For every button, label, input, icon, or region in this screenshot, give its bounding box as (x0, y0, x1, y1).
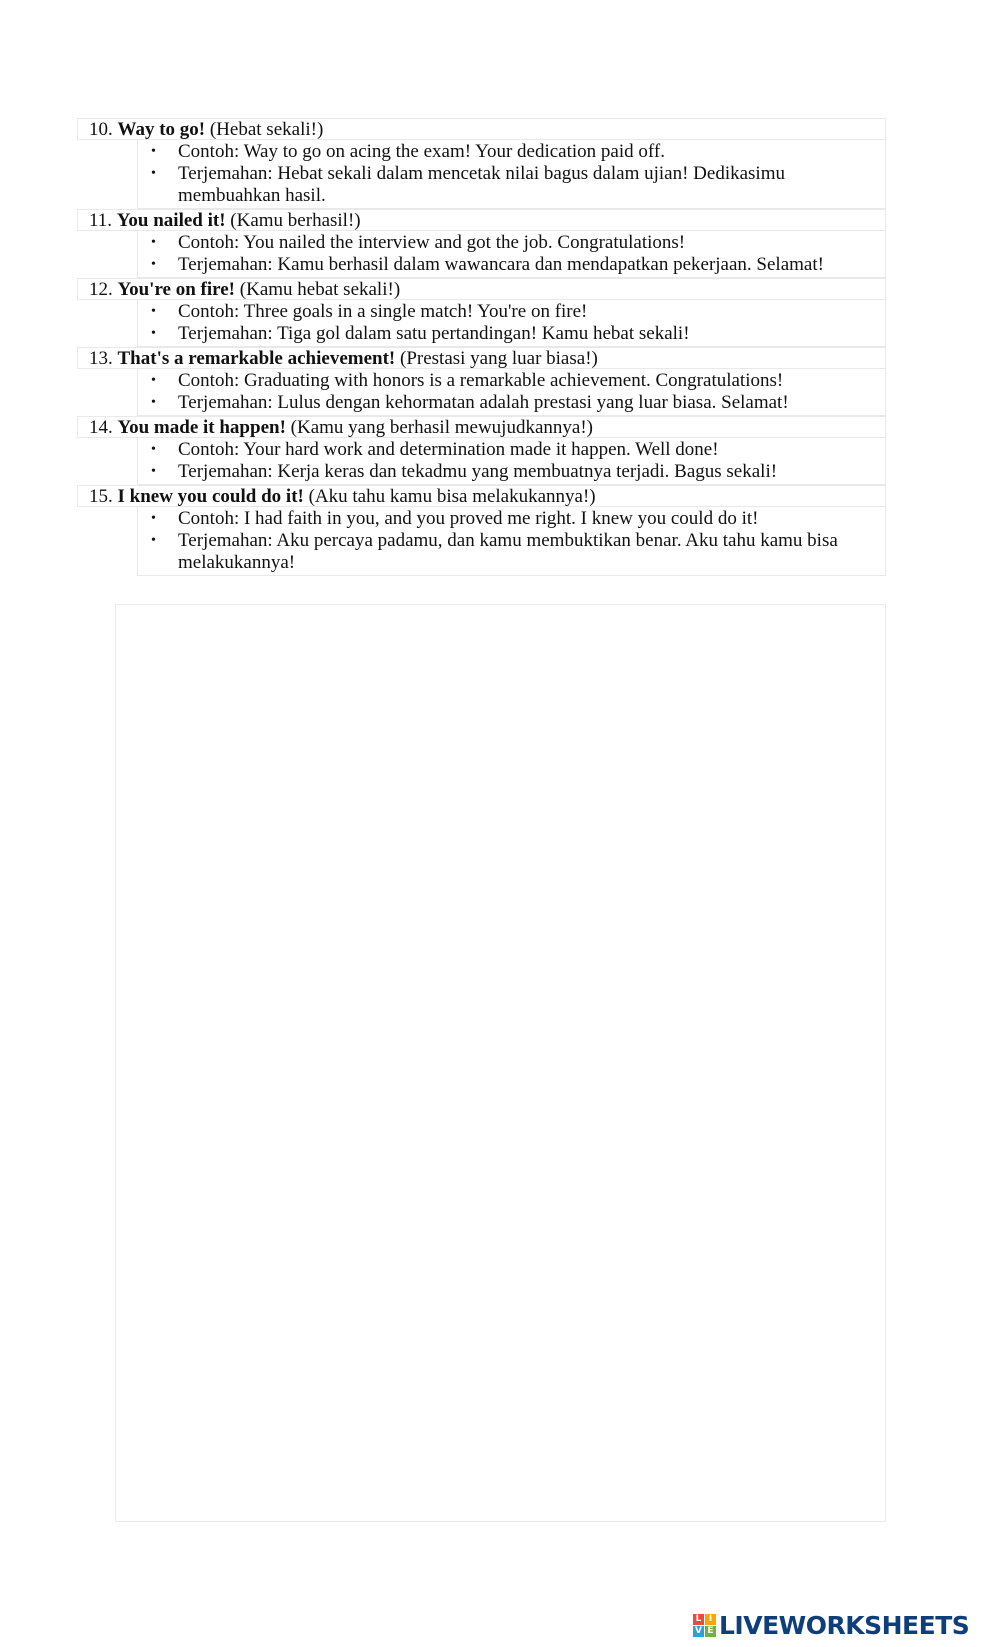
item-bullets (137, 369, 886, 416)
bullet-line (138, 392, 885, 414)
item-bullets (137, 438, 886, 485)
item-bullets (137, 507, 886, 576)
bullet-line (138, 301, 885, 323)
item-meaning: (Kamu berhasil!) (225, 210, 361, 231)
bullet-line (138, 323, 885, 345)
logo-tile: E (705, 1626, 716, 1637)
bullet-line (138, 163, 885, 207)
liveworksheets-logo (693, 1610, 969, 1640)
bullet-dot: • (151, 235, 156, 250)
bullet-line (138, 141, 885, 163)
bullet-line (138, 370, 885, 392)
list-item (77, 416, 886, 485)
bullet-text: Terjemahan: Kerja keras dan tekadmu yang membuatnya terjadi. Bagus sekali! (178, 461, 778, 482)
list-item (77, 209, 886, 278)
logo-tile: V (693, 1626, 704, 1637)
list-item (77, 118, 886, 209)
bullet-text: Contoh: Graduating with honors is a remarkable achievement. Congratulations! (178, 370, 784, 391)
bullet-line (138, 461, 885, 483)
item-bullets (137, 231, 886, 278)
item-heading (77, 416, 886, 438)
item-meaning: (Kamu yang berhasil mewujudkannya!) (285, 417, 593, 438)
bullet-dot: • (151, 304, 156, 319)
item-phrase: You nailed it! (116, 210, 226, 231)
item-heading (77, 278, 886, 300)
bullet-text: Terjemahan: Hebat sekali dalam mencetak nilai bagus dalam ujian! Dedikasimu membuahkan hasil. (178, 163, 785, 206)
list-item (77, 347, 886, 416)
bullet-text: Contoh: I had faith in you, and you proved me right. I knew you could do it! (178, 508, 759, 529)
bullet-text: Contoh: Your hard work and determination made it happen. Well done! (178, 439, 719, 460)
bullet-text: Contoh: Three goals in a single match! You're on fire! (178, 301, 588, 322)
bullet-dot: • (151, 511, 156, 526)
bullet-line (138, 254, 885, 276)
item-meaning: (Prestasi yang luar biasa!) (395, 348, 598, 369)
item-phrase: I knew you could do it! (117, 486, 304, 507)
item-heading (77, 118, 886, 140)
bullet-line (138, 439, 885, 461)
bullet-dot: • (151, 373, 156, 388)
bullet-line (138, 232, 885, 254)
item-number: 12. (89, 279, 113, 300)
item-bullets (137, 140, 886, 209)
item-number: 10. (89, 119, 113, 140)
item-phrase: You made it happen! (117, 417, 286, 438)
item-number: 15. (89, 486, 113, 507)
bullet-dot: • (151, 257, 156, 272)
item-heading (77, 209, 886, 231)
item-number: 14. (89, 417, 113, 438)
bullet-dot: • (151, 395, 156, 410)
logo-text: LIVEWORKSHEETS (719, 1610, 970, 1640)
bullet-line (138, 530, 885, 574)
bullet-line (138, 508, 885, 530)
item-bullets (137, 300, 886, 347)
item-phrase: You're on fire! (117, 279, 236, 300)
bullet-text: Terjemahan: Kamu berhasil dalam wawancara dan mendapatkan pekerjaan. Selamat! (178, 254, 824, 275)
bullet-dot: • (151, 442, 156, 457)
list-item (77, 278, 886, 347)
bullet-dot: • (151, 144, 156, 159)
bullet-dot: • (151, 326, 156, 341)
item-meaning: (Aku tahu kamu bisa melakukannya!) (303, 486, 596, 507)
item-number: 11. (89, 210, 113, 231)
bullet-dot: • (151, 464, 156, 479)
blank-answer-area (115, 604, 886, 1522)
item-meaning: (Kamu hebat sekali!) (235, 279, 401, 300)
item-meaning: (Hebat sekali!) (205, 119, 324, 140)
bullet-dot: • (151, 533, 156, 548)
item-heading (77, 485, 886, 507)
phrase-list (77, 118, 886, 576)
logo-tile: I (705, 1614, 716, 1625)
bullet-text: Contoh: Way to go on acing the exam! Your dedication paid off. (178, 141, 665, 162)
bullet-text: Terjemahan: Tiga gol dalam satu pertandingan! Kamu hebat sekali! (178, 323, 690, 344)
bullet-dot: • (151, 166, 156, 181)
item-heading (77, 347, 886, 369)
list-item (77, 485, 886, 576)
item-phrase: Way to go! (117, 119, 206, 140)
bullet-text: Terjemahan: Aku percaya padamu, dan kamu membuktikan benar. Aku tahu kamu bisa melakukannya! (178, 530, 838, 573)
item-number: 13. (89, 348, 113, 369)
bullet-text: Contoh: You nailed the interview and got the job. Congratulations! (178, 232, 686, 253)
bullet-text: Terjemahan: Lulus dengan kehormatan adalah prestasi yang luar biasa. Selamat! (178, 392, 789, 413)
item-phrase: That's a remarkable achievement! (117, 348, 396, 369)
logo-tile: L (693, 1614, 704, 1625)
logo-tiles-icon (693, 1614, 716, 1637)
